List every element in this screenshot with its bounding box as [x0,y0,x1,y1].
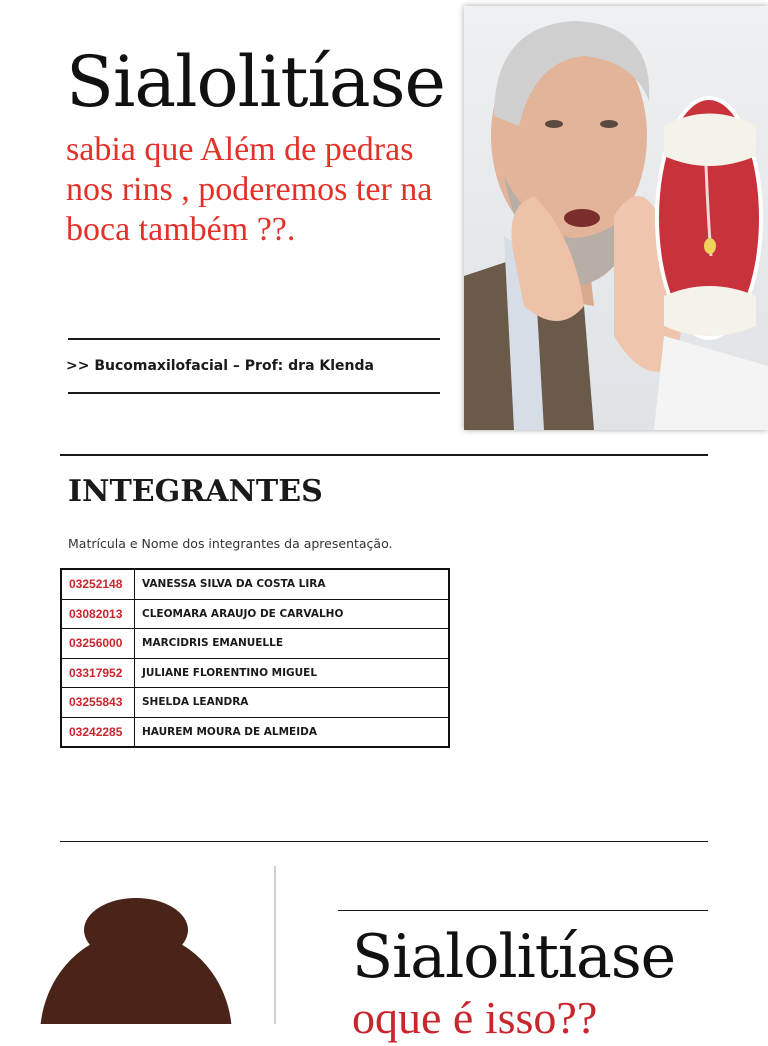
section-divider-1 [60,454,708,456]
matricula-cell: 03252148 [61,569,135,599]
matricula-cell: 03082013 [61,599,135,629]
name-cell: JULIANE FLORENTINO MIGUEL [135,658,450,688]
page-subtitle: sabia que Além de pedras nos rins , poderemos ter na boca também ??. [66,131,433,248]
page-title: Sialolitíase [66,41,445,123]
table-row [61,599,449,629]
second-subtitle: oque é isso?? [352,992,598,1043]
members-table [60,568,450,748]
members-description: Matrícula e Nome dos integrantes da apresentação. [68,536,393,551]
name-cell: MARCIDRIS EMANUELLE [135,629,450,659]
table-row [61,569,449,599]
name-cell: HAUREM MOURA DE ALMEIDA [135,717,450,747]
section-divider-2 [60,841,708,842]
members-heading: INTEGRANTES [68,474,323,509]
matricula-cell: 03242285 [61,717,135,747]
table-row [61,658,449,688]
man-jaw-photo [464,6,768,430]
name-cell: VANESSA SILVA DA COSTA LIRA [135,569,450,599]
course-label: >> Bucomaxilofacial – Prof: dra Klenda [66,358,374,374]
matricula-cell: 03255843 [61,688,135,718]
name-cell: CLEOMARA ARAUJO DE CARVALHO [135,599,450,629]
table-row [61,629,449,659]
divider-bottom [68,392,440,394]
hair-bun-icon [36,896,236,1024]
section-divider-3 [338,910,708,911]
matricula-cell: 03256000 [61,629,135,659]
table-row [61,688,449,718]
second-title: Sialolitíase [352,922,676,992]
table-row [61,717,449,747]
vertical-divider [274,866,276,1024]
person-illustration [36,896,236,1024]
matricula-cell: 03317952 [61,658,135,688]
divider-top [68,338,440,340]
photo-illustration [464,6,768,430]
name-cell: SHELDA LEANDRA [135,688,450,718]
